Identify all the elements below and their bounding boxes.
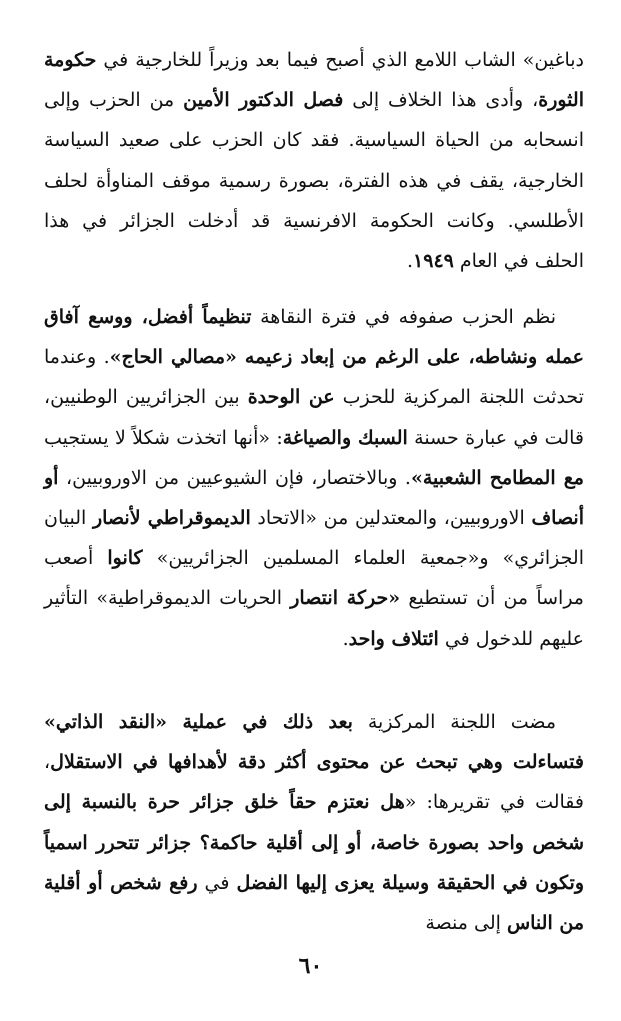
paragraph-2-text [44,297,584,659]
text-run: بين الجزائريين الوطنيين، قالت في عبارة حسنة [44,386,584,449]
text-run: إلى منصة [425,912,507,935]
bold-text-run: حكومة الثورة [44,49,584,112]
paragraph-1 [44,40,584,281]
text-run: . وبالاختصار، فإن الشيوعيين من الاوروبيين، [58,466,411,489]
text-run: ، وأدى هذا الخلاف إلى [343,89,539,112]
text-run: : «أنها اتخذت شكلاً لا يستجيب [44,426,283,449]
bold-text-run: فصل الدكتور الأمين [183,89,344,112]
paragraph-3 [44,702,584,943]
paragraph-2 [44,297,584,659]
bold-text-run: تنظيماً أفضل، ووسع آفاق عمله ونشاطه، على الرغم من إبعاد زعيمه «مصالي الحاج» [44,306,585,369]
bold-text-run: السبك والصياغة [282,426,408,449]
bold-text-run: كانوا [107,547,143,570]
text-run: البيان الجزائري» و«جمعية العلماء المسلمين الجزائريين» [44,507,584,570]
text-run: مضت اللجنة المركزية [352,711,557,733]
bold-text-run: ١٩٤٩ [413,250,454,273]
bold-text-run: مع المطامح الشعبية» [410,466,584,489]
bold-text-run: ائتلاف واحد [348,627,439,650]
bold-text-run: «حركة انتصار [290,587,401,610]
text-run: . وعندما تحدثت اللجنة المركزية للحزب [44,346,584,409]
text-run: . [407,250,414,273]
text-run: دباغين» الشاب اللامع الذي أصبح فيما بعد وزيراً للخارجية في [96,49,584,71]
bold-text-run: أو أنصاف [44,466,584,530]
bold-text-run: عن الوحدة [247,386,335,409]
text-run: نظم الحزب صفوفه في فترة النقاهة [251,306,556,328]
text-run: الاوروبيين، والمعتدلين من «الاتحاد [250,507,532,530]
text-run: الحريات الديموقراطية» التأثير عليهم للدخول في [44,587,584,650]
text-run: . [342,627,349,650]
bold-text-run: هل نعتزم حقاً خلق جزائر حرة بالنسبة إلى شخص واحد بصورة خاصة، أو إلى أقلية حاكمة؟ جزائر تتحرر اسمياً وتكون في الحقيقة وسيلة يعزى إليها الفضل [44,791,584,894]
text-run: ، فقالت في تقريرها: « [44,751,584,814]
paragraph-3-text [44,702,584,943]
page-number: ٦٠ [298,953,323,979]
text-run: أصعب مراساً من أن تستطيع [44,547,584,610]
text-run: في [197,871,237,894]
bold-text-run: بعد ذلك في عملية «النقد الذاتي» فتساءلت وهي تبحث عن محتوى أكثر دقة لأهدافها في الاستقلال [44,711,584,774]
bold-text-run: الديموقراطي لأنصار [92,507,251,530]
text-run: من الحزب وإلى انسحابه من الحياة السياسية. فقد كان الحزب على صعيد السياسة الخارجية، يقف في هذه الفترة، بصورة رسمية موقف المناوأة لحلف الأطلسي. وكانت الحكومة الافرنسية قد أدخلت الجزائر في هذا الحلف في العام [44,89,584,273]
paragraph-1-text [44,40,584,281]
bold-text-run: رفع شخص أو أقلية من الناس [44,871,584,935]
